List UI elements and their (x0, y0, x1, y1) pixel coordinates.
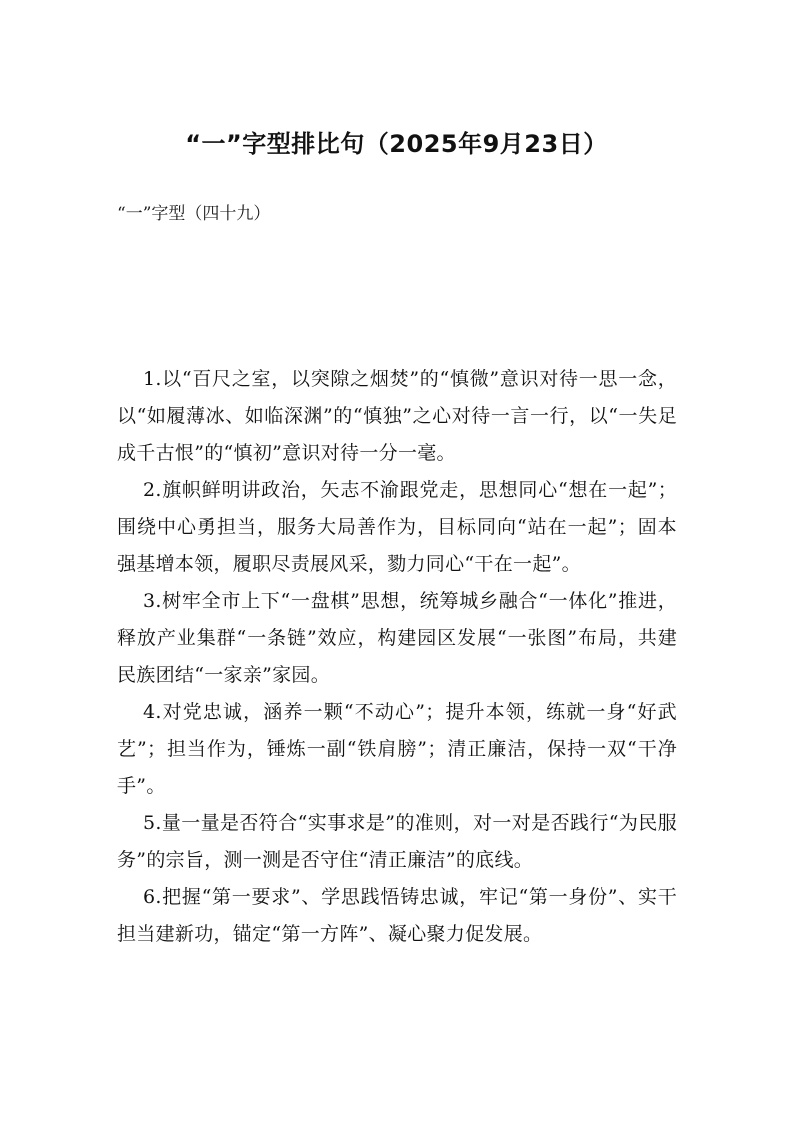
document-subtitle: “一”字型（四十九） (117, 204, 271, 224)
paragraph-6: 6.把握“第一要求”、学思践悟铸忠诚，牢记“第一身份”、实干担当建新功，锚定“第一方阵”、凝心聚力促发展。 (117, 886, 677, 945)
paragraph-3: 3.树牢全市上下“一盘棋”思想，统筹城乡融合“一体化”推进，释放产业集群“一条链”效应，构建园区发展“一张图”布局，共建民族团结“一家亲”家园。 (117, 590, 677, 686)
paragraph-2: 2.旗帜鲜明讲政治，矢志不渝跟党走，思想同心“想在一起”；围绕中心勇担当，服务大局善作为，目标同向“站在一起”；固本强基增本领，履职尽责展风采，勠力同心“干在一起”。 (117, 479, 677, 575)
paragraph-1: 1.以“百尺之室，以突隙之烟焚”的“慎微”意识对待一思一念，以“如履薄冰、如临深渊”的“慎独”之心对待一言一行，以“一失足成千古恨”的“慎初”意识对待一分一毫。 (117, 368, 677, 464)
paragraph-4: 4.对党忠诚，涵养一颗“不动心”；提升本领，练就一身“好武艺”；担当作为，锤炼一副“铁肩膀”；清正廉洁，保持一双“干净手”。 (117, 701, 677, 797)
paragraph-5: 5.量一量是否符合“实事求是”的准则，对一对是否践行“为民服务”的宗旨，测一测是否守住“清正廉洁”的底线。 (117, 812, 677, 871)
document-body (117, 361, 677, 953)
document-title: “一”字型排比句（2025年9月23日） (185, 130, 608, 158)
